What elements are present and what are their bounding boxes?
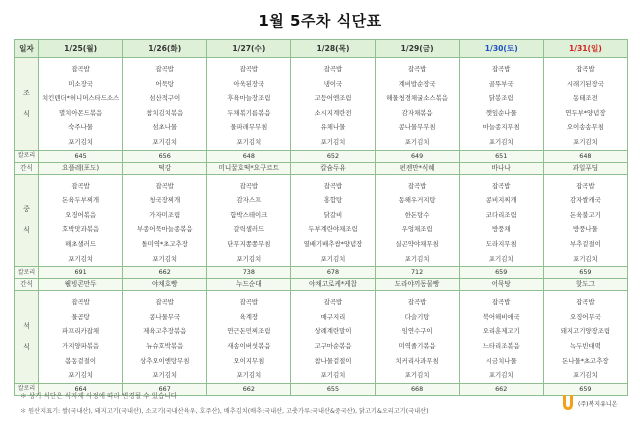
menu-item: 포기김치 — [573, 371, 598, 380]
calorie-label: 칼로리 — [15, 383, 39, 395]
menu-item: 홍합탕 — [323, 196, 343, 205]
meal-label-char: 식 — [23, 342, 30, 351]
calorie-value: 712 — [375, 267, 459, 279]
meal-row — [15, 291, 628, 384]
calorie-value: 648 — [207, 150, 291, 162]
menu-item: 포기김치 — [68, 371, 93, 380]
menu-item: 포기김치 — [573, 254, 598, 263]
menu-item-list — [376, 291, 459, 383]
menu-item: 미소장국 — [68, 79, 93, 88]
day-header-sunday: 1/31(일) — [543, 40, 627, 58]
menu-item: 잡곡밥 — [239, 181, 259, 190]
menu-item-list — [544, 58, 627, 150]
day-header-saturday: 1/30(토) — [459, 40, 543, 58]
menu-item: 잡곡밥 — [71, 181, 90, 190]
menu-item: 골뚜부국 — [488, 79, 514, 88]
calorie-label: 칼로리 — [15, 150, 39, 162]
menu-item: 포기김치 — [404, 254, 430, 263]
menu-item: 냉이국 — [323, 79, 343, 88]
meal-cell — [207, 58, 291, 151]
menu-item: 잡곡밥 — [155, 181, 174, 190]
menu-item: 동해우거지탕 — [398, 196, 436, 205]
menu-item: 부종어묵마늘종볶음 — [136, 225, 193, 234]
meal-label — [15, 58, 39, 151]
menu-item: 포기김치 — [573, 137, 598, 146]
menu-item: 잡곡밥 — [407, 298, 427, 307]
snack-label: 간식 — [15, 162, 39, 174]
snack-row — [15, 162, 628, 174]
menu-item-list — [291, 175, 374, 267]
menu-item: 포기김치 — [488, 137, 514, 146]
meal-label-char: 석 — [23, 321, 30, 330]
header-corner: 일자 — [15, 40, 39, 58]
menu-item: 봄동겉절이 — [65, 356, 97, 365]
menu-item: 잡곡밥 — [576, 65, 595, 73]
menu-item: 단무지쫑쫑무침 — [227, 239, 271, 248]
weekly-menu-table — [14, 39, 628, 396]
menu-item: 해물청경채굴소스볶음 — [386, 94, 448, 103]
menu-item: 포기김치 — [236, 137, 262, 146]
day-header: 1/26(화) — [123, 40, 207, 58]
calorie-value: 648 — [543, 150, 627, 162]
menu-item: 멸치아몬드볶음 — [58, 108, 103, 117]
menu-item: 오이지무침 — [233, 356, 265, 365]
menu-item: 잡곡밥 — [155, 65, 174, 73]
menu-item: 시금치나물 — [485, 356, 517, 365]
menu-item: 잡곡밥 — [323, 298, 343, 307]
meal-cell — [123, 174, 207, 267]
menu-item: 도라지무침 — [485, 239, 517, 248]
calorie-value: 662 — [207, 383, 291, 395]
menu-item: 잡곡밥 — [155, 298, 174, 307]
calorie-value: 649 — [375, 150, 459, 162]
menu-item: 가지양파볶음 — [62, 341, 100, 350]
menu-item: 상례계란말이 — [314, 327, 352, 336]
menu-item: 계비밥순장국 — [398, 79, 436, 88]
snack-item: 도라야끼동물빵 — [375, 279, 459, 291]
menu-item-list — [376, 58, 459, 150]
menu-item: 돈육두부찌개 — [62, 196, 100, 205]
meal-cell — [123, 291, 207, 384]
menu-item: 후육마늘장조림 — [227, 94, 271, 103]
snack-item: 바나나 — [459, 162, 543, 174]
calorie-value: 662 — [123, 267, 207, 279]
menu-item: 포기김치 — [404, 371, 430, 380]
notice-origin: ＊ 원산지표기: 쌀(국내산), 돼지고기(국내산), 소고기(국내산육우, 호주산), 배추김치(배추:국내산, 고춧가루:국내산&중국산), 닭고기&오리고기(국내산) — [20, 408, 429, 415]
meal-cell — [291, 291, 375, 384]
menu-item-list — [460, 58, 543, 150]
menu-item: 상추오이엔탕무침 — [140, 356, 190, 365]
calorie-value: 656 — [123, 150, 207, 162]
calorie-row — [15, 150, 628, 162]
menu-item: 한돈탕수 — [404, 210, 430, 219]
menu-item: 부추겉절이 — [569, 239, 601, 248]
snack-item: 어묵탕 — [459, 279, 543, 291]
menu-item: 육계장 — [239, 312, 259, 321]
menu-item: 오징어무국 — [569, 312, 601, 321]
menu-item: 고등어엔조림 — [314, 94, 352, 103]
menu-item: 제육고추장볶음 — [143, 327, 187, 336]
calorie-value: 645 — [39, 150, 123, 162]
meal-cell — [39, 174, 123, 267]
meal-cell — [207, 174, 291, 267]
menu-item: 유채나물 — [320, 123, 346, 132]
meal-label-char: 식 — [23, 226, 30, 235]
meal-label-char: 식 — [23, 109, 30, 118]
meal-cell — [39, 58, 123, 151]
menu-item: 다슬기탕 — [404, 312, 430, 321]
calorie-value: 678 — [291, 267, 375, 279]
menu-item: 오이송송무침 — [566, 123, 604, 132]
meal-label — [15, 291, 39, 384]
menu-item-list — [123, 58, 206, 150]
menu-item-list — [544, 175, 627, 267]
menu-item: 잡곡밥 — [576, 298, 595, 307]
menu-item-list — [207, 175, 290, 267]
snack-item: 과일푸딩 — [543, 162, 627, 174]
menu-item: 포기김치 — [152, 137, 178, 146]
day-header: 1/25(월) — [39, 40, 123, 58]
menu-item: 포기김치 — [236, 254, 262, 263]
menu-item: 잡곡밥 — [491, 298, 511, 307]
menu-item: 감자채볶음 — [401, 108, 433, 117]
snack-item: 미니꿀호떡*요구르트 — [207, 162, 291, 174]
menu-item: 방풍나물 — [573, 225, 598, 234]
calorie-value: 651 — [459, 150, 543, 162]
menu-item: 매구지리 — [320, 312, 346, 321]
menu-item: 잡곡밥 — [239, 298, 259, 307]
company-logo — [560, 394, 617, 412]
snack-item: 야채호빵 — [123, 279, 207, 291]
menu-item: 연근돈민찌조림 — [227, 327, 271, 336]
menu-item-list — [291, 291, 374, 383]
snack-item: 누드순대 — [207, 279, 291, 291]
menu-item: 포기김치 — [320, 137, 346, 146]
calorie-label: 칼로리 — [15, 267, 39, 279]
company-logo-text: (주)복지유니온 — [578, 400, 618, 408]
company-logo-icon — [560, 394, 576, 412]
menu-item: 뉴슈호박볶음 — [146, 341, 184, 350]
menu-item: 치킨텐더*허니머스타드소스 — [41, 94, 120, 103]
menu-item: 두부계란야채조림 — [308, 225, 358, 234]
calorie-value: 659 — [459, 267, 543, 279]
calorie-value: 652 — [291, 150, 375, 162]
menu-item: 파프리카잡채 — [62, 327, 100, 336]
menu-item: 우엉채조림 — [401, 225, 433, 234]
menu-item: 감자쌀캐국 — [569, 196, 601, 205]
meal-cell — [207, 291, 291, 384]
menu-item: 참나물겉절이 — [314, 356, 352, 365]
meal-cell — [375, 58, 459, 151]
calorie-value: 667 — [123, 383, 207, 395]
menu-item: 느타리조볶음 — [482, 341, 520, 350]
menu-item: 잡곡밥 — [323, 65, 343, 73]
menu-item: 잡곡밥 — [71, 65, 90, 73]
calorie-value: 659 — [543, 267, 627, 279]
calorie-value: 662 — [459, 383, 543, 395]
day-header: 1/27(수) — [207, 40, 291, 58]
menu-item: 실곤약야채무침 — [395, 239, 439, 248]
menu-item: 포기김치 — [68, 254, 93, 263]
menu-item: 마늘종지무침 — [482, 123, 520, 132]
menu-item: 돼지고기양장조림 — [560, 327, 611, 336]
menu-item: 돌미역*초고추장 — [141, 239, 188, 248]
menu-item-list — [460, 175, 543, 267]
menu-item-list — [39, 175, 122, 267]
menu-item: 잡곡밥 — [71, 298, 90, 307]
calorie-value: 655 — [291, 383, 375, 395]
meal-row — [15, 174, 628, 267]
snack-label: 간식 — [15, 279, 39, 291]
menu-item: 잡곡밥 — [407, 181, 427, 190]
snack-item: 야채고로케*케찹 — [291, 279, 375, 291]
menu-item: 코다리조림 — [485, 210, 517, 219]
menu-item: 오리훈제고기 — [482, 327, 520, 336]
menu-item: 잡곡밥 — [576, 181, 595, 190]
menu-item: 감자스프 — [236, 196, 262, 205]
meal-cell — [291, 174, 375, 267]
menu-item: 오징어볶음 — [65, 210, 97, 219]
meal-cell — [375, 174, 459, 267]
menu-item: 임연수구이 — [401, 327, 433, 336]
menu-item: 포기김치 — [152, 254, 178, 263]
menu-item: 포기김치 — [404, 137, 430, 146]
menu-item: 닭갈비 — [323, 210, 343, 219]
menu-item: 시래기된장국 — [566, 79, 604, 88]
menu-item: 포기김치 — [488, 371, 514, 380]
calorie-value: 738 — [207, 267, 291, 279]
calorie-value: 668 — [375, 383, 459, 395]
menu-item-list — [207, 291, 290, 383]
menu-item: 잡곡밥 — [491, 181, 511, 190]
menu-item: 함박스테이크 — [230, 210, 268, 219]
menu-item: 고구마순볶음 — [314, 341, 352, 350]
menu-item-list — [544, 291, 627, 383]
meal-label-char: 중 — [23, 205, 30, 214]
meal-cell — [543, 291, 627, 384]
notice-change: ＊ 상기 식단은 식자재 사정에 따라 변경될 수 있습니다 — [20, 392, 178, 400]
menu-item: 닭봉조림 — [488, 94, 514, 103]
menu-item: 콩비지찌개 — [485, 196, 517, 205]
meal-cell — [543, 174, 627, 267]
meal-label-char: 조 — [23, 88, 30, 97]
menu-item: 호박맛과볶음 — [62, 225, 100, 234]
menu-item: 돈육불고기 — [569, 210, 601, 219]
snack-item: 떡강 — [123, 162, 207, 174]
menu-item: 숙주나물 — [68, 123, 93, 132]
menu-item: 포기김치 — [68, 137, 93, 146]
menu-item: 동태조전 — [573, 94, 598, 103]
menu-item-list — [460, 291, 543, 383]
calorie-value: 691 — [39, 267, 123, 279]
menu-item: 섬산적구이 — [149, 94, 181, 103]
menu-item: 잡곡밥 — [323, 181, 343, 190]
menu-item: 돈나물*초고추장 — [562, 356, 609, 365]
menu-item: 콩나물무국 — [149, 312, 181, 321]
snack-item: 웰빙콘만두 — [39, 279, 123, 291]
meal-cell — [459, 174, 543, 267]
menu-item: 녹두빈대떡 — [569, 341, 601, 350]
snack-item: 요플레(포도) — [39, 162, 123, 174]
menu-item: 방풍채 — [491, 225, 511, 234]
menu-item: 참치김치볶음 — [146, 108, 184, 117]
menu-item: 연두부*양념장 — [565, 108, 606, 117]
menu-item: 잡곡밥 — [407, 65, 427, 73]
menu-item-list — [39, 58, 122, 150]
date-header-row — [15, 40, 628, 58]
menu-item: 포기김치 — [320, 371, 346, 380]
menu-item: 어묵탕 — [155, 79, 174, 88]
menu-item: 열배기배추쌈*양념장 — [303, 239, 363, 248]
menu-item: 두채볶기름볶음 — [227, 108, 271, 117]
menu-item: 콩나물무무침 — [398, 123, 436, 132]
menu-item-list — [376, 175, 459, 267]
menu-item: 북어해비애국 — [482, 312, 520, 321]
menu-item: 물파래무무침 — [230, 123, 268, 132]
snack-row — [15, 279, 628, 291]
menu-item: 미역줄기볶음 — [398, 341, 436, 350]
menu-item: 소시지계란전 — [314, 108, 352, 117]
meal-cell — [459, 291, 543, 384]
calorie-row — [15, 267, 628, 279]
calorie-value: 659 — [543, 383, 627, 395]
snack-item: 펀젠만*식혜 — [375, 162, 459, 174]
menu-item: 포기김치 — [320, 254, 346, 263]
menu-item: 청국장찌개 — [149, 196, 181, 205]
menu-item: 해초샐러드 — [65, 239, 97, 248]
menu-item: 치커리사과무침 — [395, 356, 439, 365]
menu-item: 아욱된장국 — [233, 79, 265, 88]
meal-row — [15, 58, 628, 151]
meal-label — [15, 174, 39, 267]
menu-item: 물곰탕 — [71, 312, 90, 321]
meal-cell — [123, 58, 207, 151]
menu-item: 가자미조림 — [149, 210, 181, 219]
menu-item-list — [123, 175, 206, 267]
meal-cell — [543, 58, 627, 151]
snack-item: 칼슘두유 — [291, 162, 375, 174]
meal-cell — [375, 291, 459, 384]
menu-item: 포기김치 — [236, 371, 262, 380]
menu-item: 섬초나물 — [152, 123, 178, 132]
page-title: 1월 5주차 식단표 — [258, 12, 382, 30]
menu-item-list — [207, 58, 290, 150]
calorie-value: 664 — [39, 383, 123, 395]
menu-item-list — [291, 58, 374, 150]
meal-cell — [291, 58, 375, 151]
menu-item-list — [123, 291, 206, 383]
menu-item: 포기김치 — [488, 254, 514, 263]
menu-item: 잡곡밥 — [491, 65, 511, 73]
day-header: 1/28(목) — [291, 40, 375, 58]
menu-item: 새송이버섯볶음 — [227, 341, 271, 350]
meal-cell — [39, 291, 123, 384]
snack-item: 핫도그 — [543, 279, 627, 291]
menu-item-list — [39, 291, 122, 383]
meal-cell — [459, 58, 543, 151]
menu-item: 갈릭샐러드 — [233, 225, 265, 234]
menu-item: 깻잎순나물 — [485, 108, 517, 117]
menu-item: 잡곡밥 — [239, 65, 259, 73]
menu-item: 포기김치 — [152, 371, 178, 380]
day-header: 1/29(금) — [375, 40, 459, 58]
